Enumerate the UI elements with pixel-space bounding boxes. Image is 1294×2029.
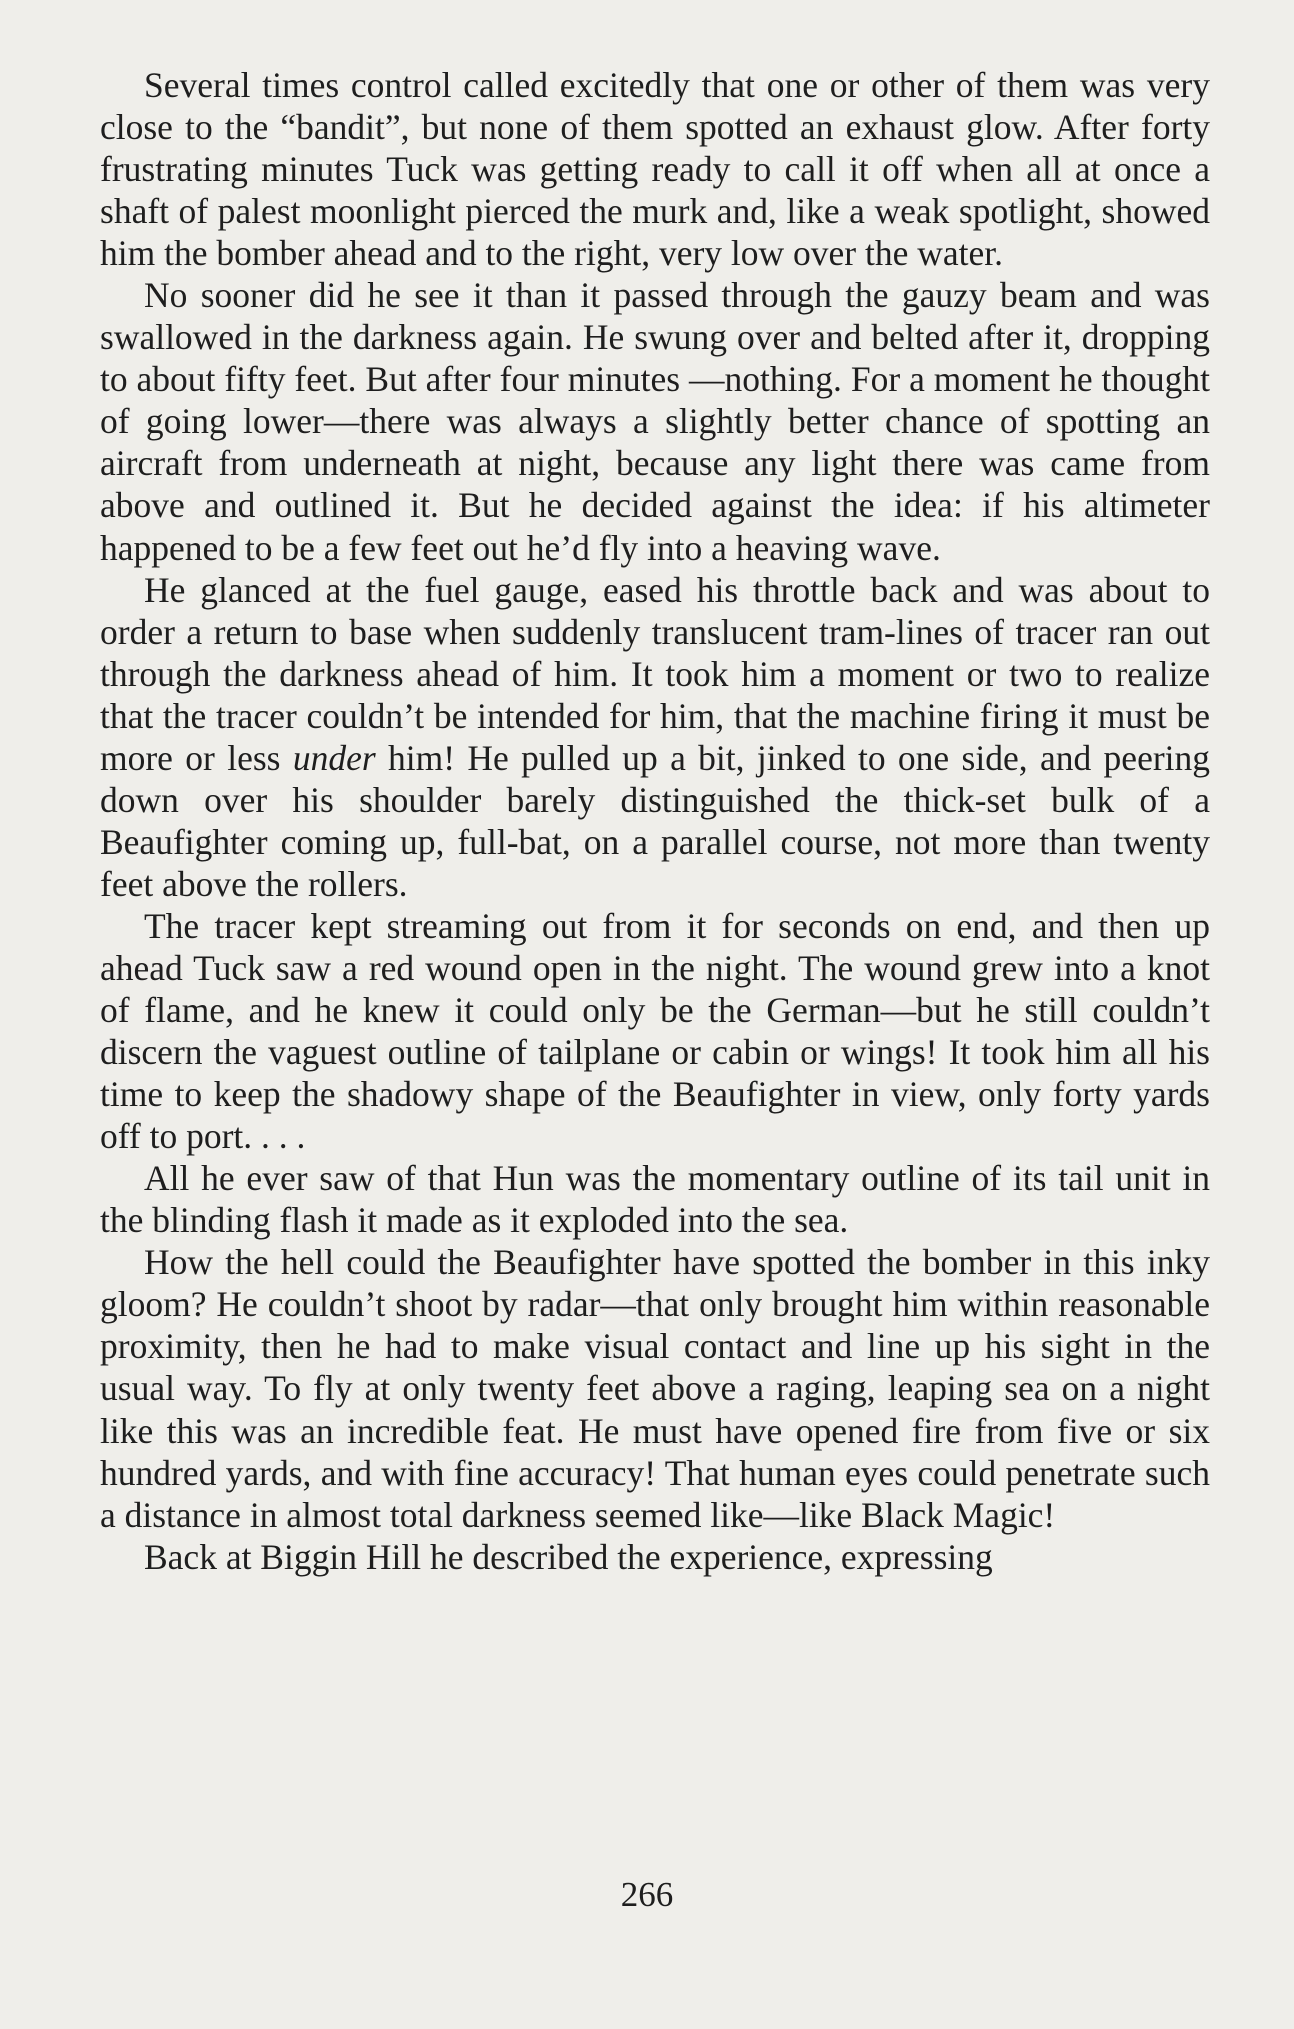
paragraph-3-part-2: him! He pulled up a bit, jinked to one side, and peering down over his shoulder barely distinguished the thick-set bulk of a Beaufighter coming up, full-bat, on a parallel course, not more than twenty feet above the rollers. [100,737,1211,904]
paragraph-2: No sooner did he see it than it passed through the gauzy beam and was swallowed in the darkness again. He swung over and belted after it, dropping to about fifty feet. But after four minutes —nothing. For a moment he thought of going lower—there was always a slightly better chance of spotting an aircraft from underneath at night, because any light there was came from above and outlined it. But he decided against the idea: if his altimeter happened to be a few feet out he’d fly into a heaving wave. [100,275,1210,568]
emphasis-under: under [292,737,376,778]
paragraph-7: Back at Biggin Hill he described the experience, expressing [144,1536,993,1577]
body-text [100,64,1210,1578]
page-number: 266 [620,1875,674,1914]
paragraph-1: Several times control called excitedly that one or other of them was very close to the “bandit”, but none of them spotted an exhaust glow. After forty frustrating minutes Tuck was getting ready to call it off when all at once a shaft of palest moonlight pierced the murk and, like a weak spotlight, showed him the bomber ahead and to the right, very low over the water. [100,65,1210,274]
paragraph-5: All he ever saw of that Hun was the momentary outline of its tail unit in the blinding flash it made as it exploded into the sea. [100,1158,1210,1241]
paragraph-4: The tracer kept streaming out from it for seconds on end, and then up ahead Tuck saw a red wound open in the night. The wound grew into a knot of flame, and he knew it could only be the German—but he still couldn’t discern the vaguest outline of tailplane or cabin or wings! It took him all his time to keep the shadowy shape of the Beaufighter in view, only forty yards off to port. . . . [100,905,1210,1157]
paragraph-3-part-1: He glanced at the fuel gauge, eased his throttle back and was about to order a return to base when suddenly translucent tram-lines of tracer ran out through the darkness ahead of him. It took him a moment or two to realize that the tracer couldn’t be intended for him, that the machine firing it must be more or less [100,569,1210,778]
paragraph-6: How the hell could the Beaufighter have spotted the bomber in this inky gloom? He couldn’t shoot by radar—that only brought him within reasonable proximity, then he had to make visual contact and line up his sight in the usual way. To fly at only twenty feet above a raging, leaping sea on a night like this was an incredible feat. He must have opened fire from five or six hundred yards, and with fine accuracy! That human eyes could penetrate such a distance in almost total darkness seemed like—like Black Magic! [100,1242,1210,1535]
paragraph-3 [100,569,1210,905]
